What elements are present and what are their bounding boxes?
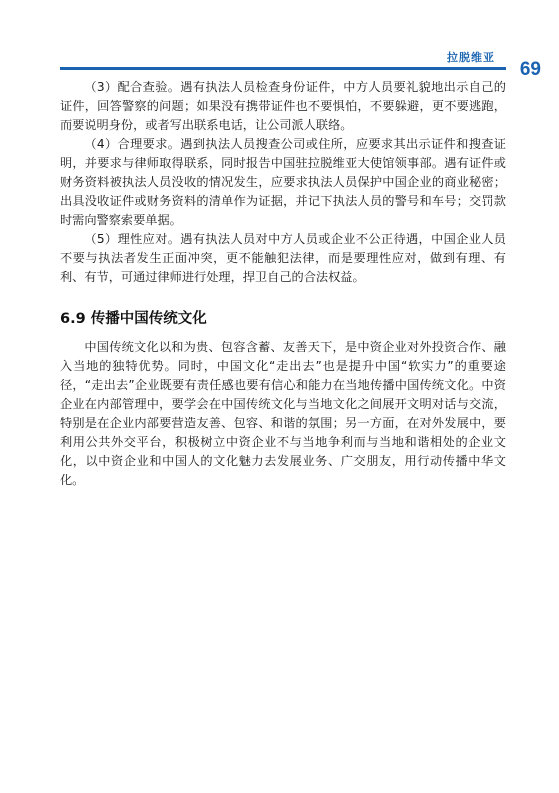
section-body-paragraph: 中国传统文化以和为贵、包容含蓄、友善天下，是中资企业对外投资合作、融入当地的独特优势。同时，中国文化“走出去”也是提升中国“软实力”的重要途径，“走出去”企业既要有责任感也要有信心和能力在当地传播中国传统文化。中资企业在内部管理中，要学会在中国传统文化与当地文化之间展开文明对话与交流，特别是在企业内部要营造友善、包容、和谐的氛围；另一方面，在对外发展中，要利用公共外交平台，积极树立中资企业不与当地争利而与当地和谐相处的企业文化，以中资企业和中国人的文化魅力去发展业务、广交朋友，用行动传播中华文化。 <box>60 340 506 487</box>
body-text <box>60 78 506 490</box>
paragraph-rational-response: （5）理性应对。遇有执法人员对中方人员或企业不公正待遇，中国企业人员不要与执法者发生正面冲突，更不能触犯法律，而是要理性应对，做到有理、有利、有节，可通过律师进行处理，捍卫自己的合法权益。 <box>60 232 506 284</box>
header-rule <box>60 67 506 70</box>
paragraph-reasonable-requests: （4）合理要求。遇到执法人员搜查公司或住所，应要求其出示证件和搜查证明，并要求与律师取得联系，同时报告中国驻拉脱维亚大使馆领事部。遇有证件或财务资料被执法人员没收的情况发生，应要求执法人员保护中国企业的商业秘密；出具没收证件或财务资料的清单作为证据，并记下执法人员的警号和车号；交罚款时需向警察索要单据。 <box>60 137 506 227</box>
page-number: 69 <box>519 59 541 80</box>
paragraph-verification: （3）配合查验。遇有执法人员检查身份证件，中方人员要礼貌地出示自己的证件，回答警察的问题；如果没有携带证件也不要惧怕，不要躲避，更不要逃跑，而要说明身份，或者写出联系电话，让公司派人联络。 <box>60 80 506 132</box>
section-heading: 6.9 传播中国传统文化 <box>60 311 207 327</box>
running-title: 拉脱维亚 <box>447 51 495 64</box>
